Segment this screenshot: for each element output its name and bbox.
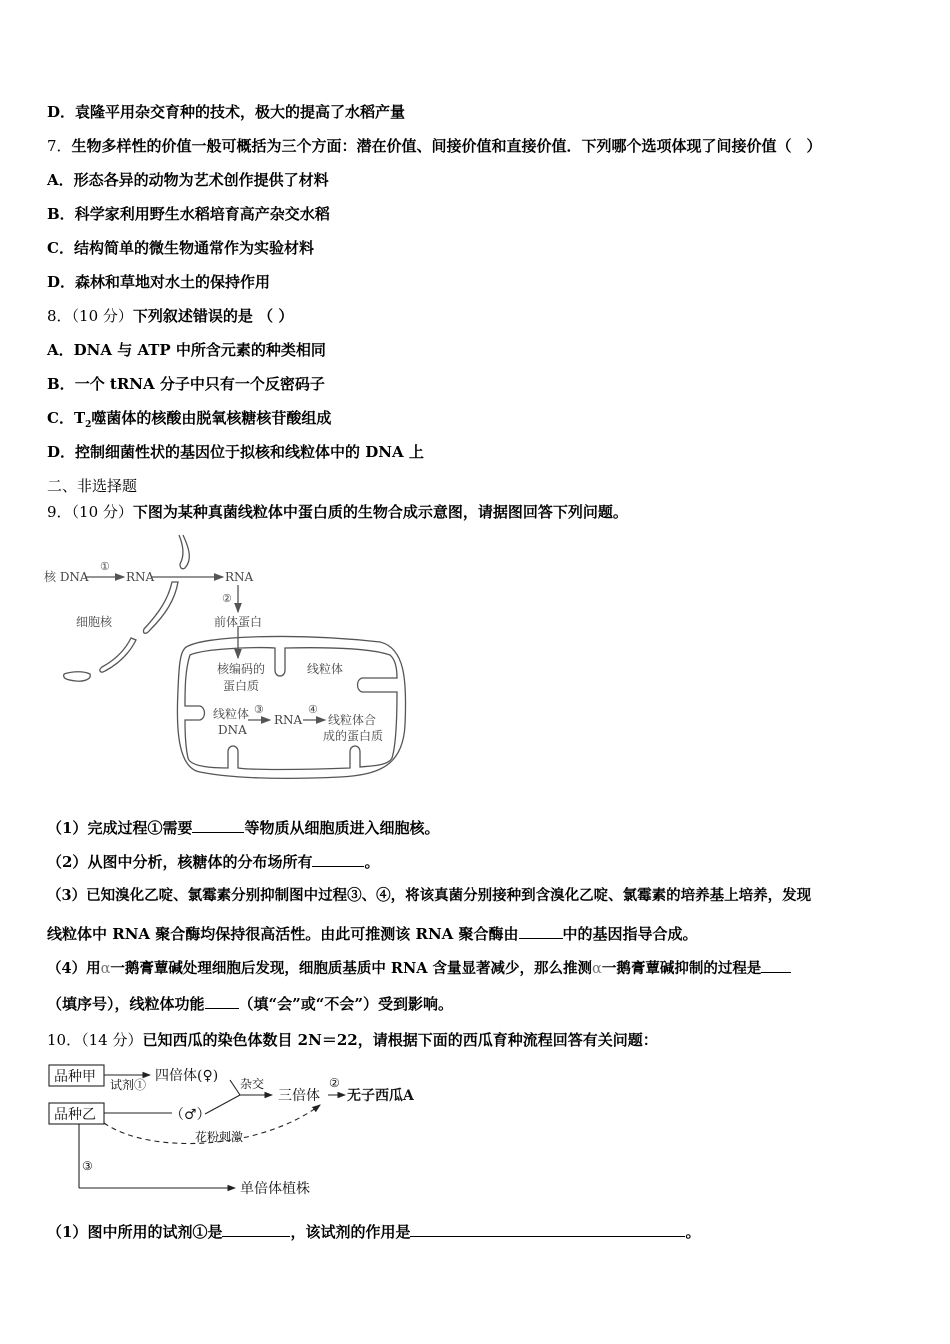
question-number: 10． bbox=[47, 1031, 82, 1049]
label-mt-protein-2: 成的蛋白质 bbox=[323, 729, 384, 743]
label-step-1: ① bbox=[100, 560, 110, 573]
sub-text: 中的基因指导合成。 bbox=[562, 925, 698, 943]
option-text: 噬菌体的核酸由脱氧核糖核苷酸组成 bbox=[91, 409, 332, 427]
q8-stem bbox=[47, 306, 293, 326]
answer-blank[interactable] bbox=[205, 994, 239, 1009]
option-label: B． bbox=[47, 205, 75, 223]
label-nucleus: 细胞核 bbox=[76, 615, 113, 629]
answer-blank[interactable] bbox=[410, 1222, 685, 1237]
label-triploid: 三倍体 bbox=[278, 1088, 320, 1104]
q8-option-a bbox=[47, 340, 326, 360]
q9-sub-2 bbox=[47, 852, 379, 872]
option-label: A． bbox=[47, 171, 74, 189]
label-cross: 杂交 bbox=[240, 1077, 265, 1091]
alpha-symbol: α bbox=[592, 961, 602, 977]
option-text: DNA 与 ATP 中所含元素的种类相同 bbox=[73, 341, 326, 359]
option-text: 结构简单的微生物通常作为实验材料 bbox=[73, 239, 314, 257]
label-step-4: ④ bbox=[308, 703, 318, 716]
subscript: 2 bbox=[85, 420, 92, 430]
option-label: D． bbox=[47, 443, 76, 461]
label-mt-dna-1: 线粒体 bbox=[213, 707, 250, 721]
label-tetraploid: 四倍体(♀) bbox=[155, 1068, 219, 1084]
label-nuclear-encoded-1: 核编码的 bbox=[217, 662, 266, 676]
sub-label: （1） bbox=[47, 819, 88, 837]
q9-sub-3-line1 bbox=[47, 886, 811, 906]
question-number: 7． bbox=[47, 137, 72, 155]
sub-text: 已知溴化乙啶、氯霉素分别抑制图中过程③、④，将该真菌分别接种到含溴化乙啶、氯霉素的培养基上培养，发现 bbox=[86, 887, 812, 904]
sub-label: （2） bbox=[47, 853, 88, 871]
sub-text: 。 bbox=[685, 1223, 701, 1241]
question-score: （10 分） bbox=[71, 307, 133, 325]
q7-option-b bbox=[47, 204, 330, 224]
section-title: 二、非选择题 bbox=[47, 477, 138, 495]
label-rna-3: RNA bbox=[274, 713, 303, 727]
label-nuclear-encoded-2: 蛋白质 bbox=[223, 679, 260, 693]
option-label: A． bbox=[47, 341, 74, 359]
answer-blank[interactable] bbox=[312, 852, 364, 867]
q8-option-b bbox=[47, 374, 325, 394]
q8-option-c bbox=[47, 408, 331, 435]
answer-blank[interactable] bbox=[192, 818, 244, 833]
q7-option-c bbox=[47, 238, 314, 258]
label-step-2: ② bbox=[329, 1076, 340, 1090]
label-seedless-watermelon: 无子西瓜A bbox=[347, 1088, 414, 1104]
label-variety-b: 品种乙 bbox=[54, 1107, 96, 1123]
question-number: 9． bbox=[47, 503, 72, 521]
label-variety-a: 品种甲 bbox=[54, 1069, 96, 1085]
option-text: 形态各异的动物为艺术创作提供了材料 bbox=[73, 171, 329, 189]
q9-sub-1 bbox=[47, 818, 439, 838]
option-text: 森林和草地对水土的保持作用 bbox=[75, 273, 271, 291]
q7-option-a bbox=[47, 170, 329, 190]
option-label: B． bbox=[47, 375, 75, 393]
option-text: 控制细菌性状的基因位于拟核和线粒体中的 DNA 上 bbox=[75, 443, 424, 461]
question-number: 8． bbox=[47, 307, 72, 325]
label-pollen-stimulation: 花粉刺激 bbox=[195, 1130, 244, 1144]
question-text: 下图为某种真菌线粒体中蛋白质的生物合成示意图，请据图回答下列问题。 bbox=[132, 503, 628, 521]
question-text: 生物多样性的价值一般可概括为三个方面：潜在价值、间接价值和直接价值．下列哪个选项体现了间接价值（ ） bbox=[71, 137, 822, 155]
q7-option-d bbox=[47, 272, 270, 292]
label-rna-1: RNA bbox=[126, 570, 155, 584]
question-text: 下列叙述错误的是 （ ） bbox=[132, 307, 294, 325]
q9-sub-4-line1 bbox=[47, 958, 791, 979]
q7-stem bbox=[47, 136, 822, 156]
label-haploid: 单倍体植株 bbox=[240, 1181, 310, 1197]
option-text-prefix: T bbox=[73, 409, 86, 427]
label-mt-protein-1: 线粒体合 bbox=[328, 713, 377, 727]
mitochondria-protein-synthesis-diagram bbox=[40, 530, 420, 790]
label-precursor-protein: 前体蛋白 bbox=[214, 615, 263, 629]
sub-text: 用 bbox=[86, 960, 101, 977]
label-male: （♂） bbox=[170, 1107, 211, 1123]
sub-text: 一鹅膏蕈碱抑制的过程是 bbox=[601, 960, 762, 977]
sub-text: 图中所用的试剂①是 bbox=[87, 1223, 223, 1241]
sub-label: （1） bbox=[47, 1223, 88, 1241]
option-text: 袁隆平用杂交育种的技术，极大的提高了水稻产量 bbox=[75, 103, 406, 121]
option-label: D． bbox=[47, 103, 76, 121]
answer-blank[interactable] bbox=[519, 924, 563, 939]
sub-text: 等物质从细胞质进入细胞核。 bbox=[244, 819, 440, 837]
question-score: （10 分） bbox=[71, 503, 133, 521]
watermelon-breeding-diagram bbox=[40, 1060, 440, 1210]
question-score: （14 分） bbox=[81, 1031, 143, 1049]
label-rna-2: RNA bbox=[225, 570, 254, 584]
sub-text: ，该试剂的作用是 bbox=[290, 1223, 411, 1241]
label-step-3: ③ bbox=[254, 703, 264, 716]
label-nuclear-dna: 核 DNA bbox=[44, 570, 89, 584]
alpha-symbol: α bbox=[100, 961, 111, 977]
option-label: C． bbox=[47, 409, 74, 427]
option-text: 科学家利用野生水稻培育高产杂交水稻 bbox=[74, 205, 330, 223]
option-label: C． bbox=[47, 239, 74, 257]
option-text: 一个 tRNA 分子中只有一个反密码子 bbox=[74, 375, 325, 393]
q10-stem bbox=[47, 1030, 658, 1050]
answer-blank[interactable] bbox=[222, 1222, 290, 1237]
sub-text: 一鹅膏蕈碱处理细胞后发现，细胞质基质中 RNA 含量显著减少，那么推测 bbox=[110, 960, 593, 977]
sub-text: （填“会”或“不会”）受到影响。 bbox=[238, 995, 454, 1013]
question-text: 已知西瓜的染色体数目 2N＝22，请根据下面的西瓜育种流程回答有关问题： bbox=[142, 1031, 658, 1049]
option-label: D． bbox=[47, 273, 76, 291]
sub-text: 。 bbox=[364, 853, 380, 871]
q10-sub-1 bbox=[47, 1222, 700, 1242]
label-step-2: ② bbox=[222, 592, 232, 605]
label-mitochondrion: 线粒体 bbox=[307, 662, 344, 676]
label-step-3: ③ bbox=[82, 1159, 93, 1173]
q9-sub-3-line2 bbox=[47, 924, 698, 944]
q9-sub-4-line2 bbox=[47, 994, 453, 1014]
sub-label: （3） bbox=[47, 887, 87, 904]
sub-text: 线粒体中 RNA 聚合酶均保持很高活性。由此可推测该 RNA 聚合酶由 bbox=[47, 925, 519, 943]
sub-label: （4） bbox=[47, 960, 87, 977]
sub-text: 完成过程①需要 bbox=[87, 819, 193, 837]
label-reagent: 试剂① bbox=[110, 1078, 147, 1092]
sub-text: （填序号），线粒体功能 bbox=[47, 995, 205, 1013]
q6-option-d bbox=[47, 102, 405, 122]
sub-text: 从图中分析，核糖体的分布场所有 bbox=[87, 853, 313, 871]
q9-stem bbox=[47, 502, 628, 522]
answer-blank[interactable] bbox=[761, 958, 791, 973]
q8-option-d bbox=[47, 442, 424, 462]
label-mt-dna-2: DNA bbox=[218, 723, 247, 737]
